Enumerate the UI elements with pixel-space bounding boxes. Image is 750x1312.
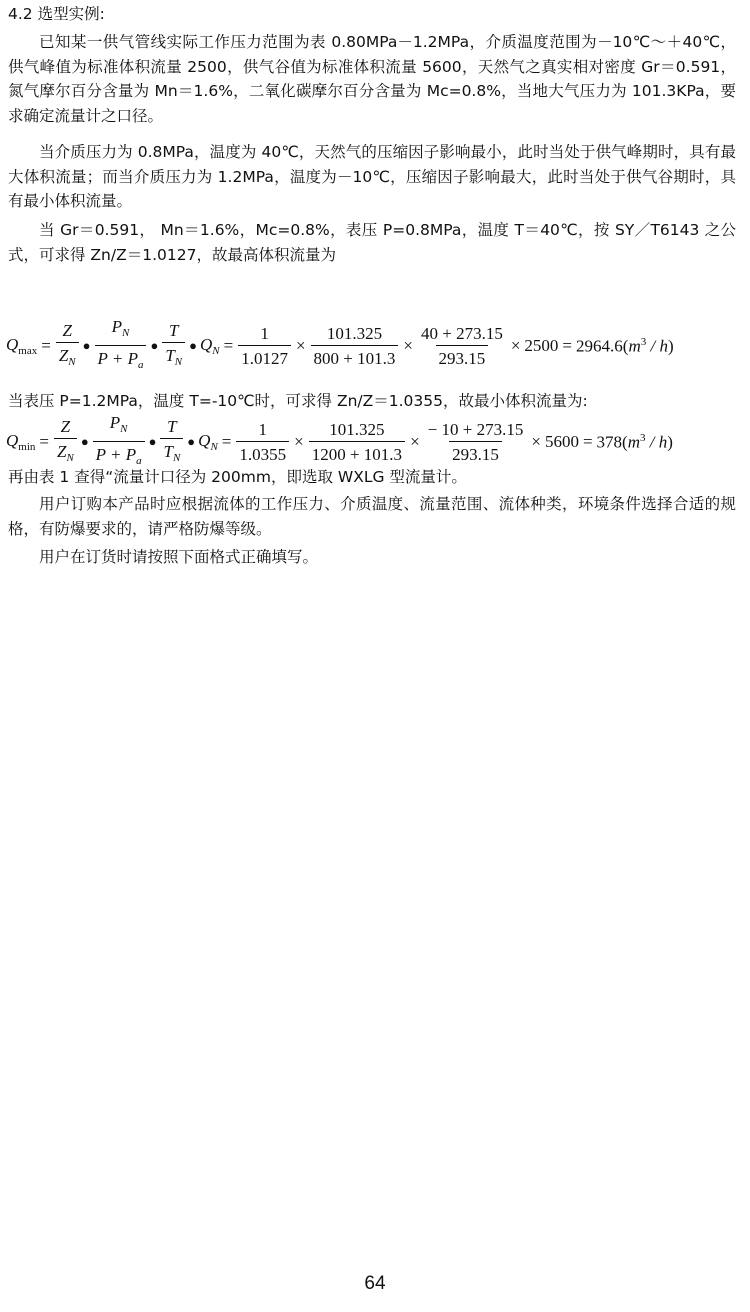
formula-min-lhs: $Q_{min}$ [6,431,36,453]
formula-min-flow: $Q_{min}$ = $\frac{Z}{Z_N}$ ● $\frac{P_N}{P + P_a}$ ● $\frac{T}{T_N}$ ● $Q_N$ = $\frac{1}{1.0355}$ × $\frac{101.325}{1200 + 101.3}$ × $\frac{- 10 + 273.15}{293.15}$ × 5600 = $378(m^3 / h)$ [6,412,673,472]
fraction-temperature-value: $\frac{40 + 273.15}{293.15}$ [420,324,503,368]
formula-max-flow: $Q_{max}$ = $\frac{Z}{Z_N}$ ● $\frac{P_N}{P + P_a}$ ● $\frac{T}{T_N}$ ● $Q_N$ = $\frac{1}{1.0127}$ × $\frac{101.325}{800 + 101.3}$ × $\frac{40 + 273.15}{293.15}$ × 2500 = $2964.6(m^3 / h)$ [6,316,674,376]
fraction-compressibility-value: $\frac{1}{1.0127}$ [238,323,291,369]
fraction-pressure: $\frac{P_N}{P + P_a}$ [95,316,147,376]
section-heading: 4.2 选型实例: [8,5,105,23]
fraction-compressibility-value: $\frac{1}{1.0355}$ [236,419,289,465]
paragraph-user-order: 用户订购本产品时应根据流体的工作压力、介质温度、流量范围、流体种类，环境条件选择合适的规格，有防爆要求的，请严格防爆等级。 [8,495,736,538]
fraction-temperature: $\frac{T}{T_N}$ [162,320,185,373]
formula-min-result: $378(m^3 / h)$ [596,431,673,452]
paragraph-min-flow-intro: 当表压 P=1.2MPa，温度 T=-10℃时，可求得 Zn/Z＝1.0355，故最小体积流量为: [8,392,588,410]
fraction-pressure: $\frac{P_N}{P + P_a}$ [93,412,145,472]
page-number: 64 [364,1273,386,1294]
paragraph-max-flow-intro: 当 Gr＝0.591， Mn＝1.6%，Mc=0.8%，表压 P=0.8MPa，温度 T＝40℃，按 SY／T6143 之公式，可求得 Zn/Z＝1.0127，故最高体积流量为 [8,221,736,264]
fraction-temperature: $\frac{T}{T_N}$ [160,416,183,469]
fraction-pressure-value: $\frac{101.325}{1200 + 101.3}$ [309,419,405,465]
paragraph-result: 再由表 1 查得“流量计口径为 200mm，即选取 WXLG 型流量计。 [8,468,467,486]
paragraph-fill-format: 用户在订货时请按照下面格式正确填写。 [39,548,319,566]
fraction-pressure-value: $\frac{101.325}{800 + 101.3}$ [311,323,399,369]
formula-max-lhs: $Q_{max}$ [6,335,38,357]
formula-max-result: $2964.6(m^3 / h)$ [576,335,674,356]
paragraph-given-conditions: 已知某一供气管线实际工作压力范围为表 0.80MPa－1.2MPa，介质温度范围为－10℃～＋40℃，供气峰值为标准体积流量 2500，供气谷值为标准体积流量 5600，天然气之真实相对密度 Gr＝0.591，氮气摩尔百分含量为 Mn＝1.6%，二氧化碳摩尔百分含量为 Mc=0.8%，当地大气压力为 101.3KPa，要求确定流量计之口径。 [8,33,736,125]
fraction-z-over-zn: $\frac{Z}{Z_N}$ [56,320,79,373]
fraction-z-over-zn: $\frac{Z}{Z_N}$ [54,416,77,469]
fraction-temperature-value: $\frac{- 10 + 273.15}{293.15}$ [427,420,524,464]
paragraph-analysis: 当介质压力为 0.8MPa，温度为 40℃，天然气的压缩因子影响最小，此时当处于供气峰期时，具有最大体积流量；而当介质压力为 1.2MPa，温度为－10℃，压缩因子影响最大，此时当处于供气谷期时，具有最小体积流量。 [8,143,736,210]
